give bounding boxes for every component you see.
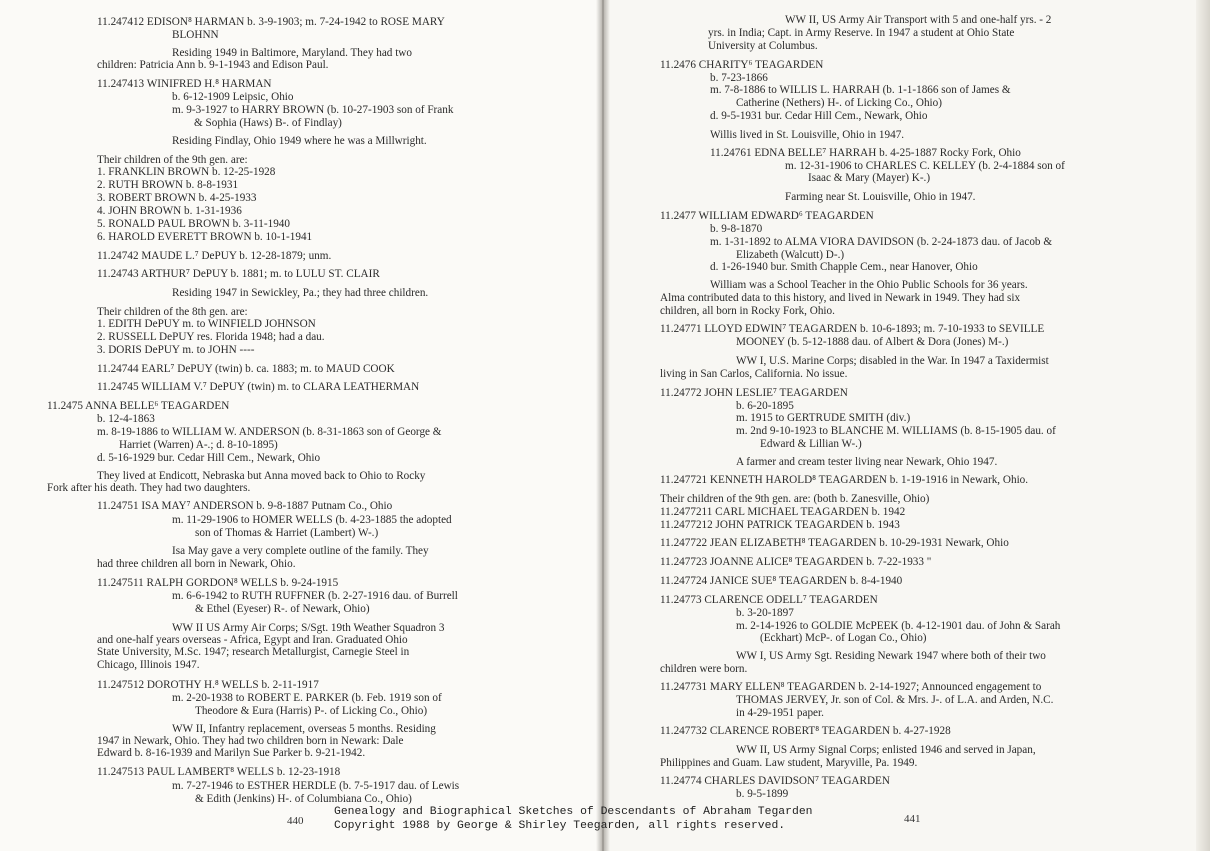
left-page-text-line: Chicago, Illinois 1947.	[97, 659, 200, 671]
left-page-text-line: 2. RUTH BROWN b. 8-8-1931	[97, 179, 239, 191]
left-page-text-line: 11.24751 ISA MAY⁷ ANDERSON b. 9-8-1887 Putnam Co., Ohio	[97, 500, 393, 512]
right-page-text-line: 11.24761 EDNA BELLE⁷ HARRAH b. 4-25-1887 Rocky Fork, Ohio	[710, 147, 1021, 159]
right-page-text-line: WW II, US Army Signal Corps; enlisted 1946 and served in Japan,	[736, 744, 1036, 756]
right-page-text-line: 11.247721 KENNETH HAROLD⁸ TEAGARDEN b. 1-19-1916 in Newark, Ohio.	[660, 474, 1029, 486]
left-page-text-line: & Edith (Jenkins) H-. of Columbiana Co., Ohio)	[195, 793, 412, 805]
right-page-text-line: b. 6-20-1895	[736, 400, 794, 412]
left-page-text-line: b. 6-12-1909 Leipsic, Ohio	[172, 91, 294, 103]
left-page-text-line: children: Patricia Ann b. 9-1-1943 and Edison Paul.	[97, 59, 329, 71]
right-page-text-line: WW I, U.S. Marine Corps; disabled in the War. In 1947 a Taxidermist	[736, 355, 1049, 367]
right-page-text-line: Willis lived in St. Louisville, Ohio in 1947.	[710, 129, 905, 141]
right-page-text-line: 11.24773 CLARENCE ODELL⁷ TEAGARDEN	[660, 594, 878, 606]
right-page-text-line: Philippines and Guam. Law student, Maryville, Pa. 1949.	[660, 757, 918, 769]
right-page-text-line: m. 1915 to GERTRUDE SMITH (div.)	[736, 412, 911, 424]
right-page-text-line: 11.2477211 CARL MICHAEL TEAGARDEN b. 1942	[660, 506, 906, 518]
left-page-text-line: b. 12-4-1863	[97, 413, 155, 425]
left-page-text-line: Edward b. 8-16-1939 and Marilyn Sue Parker b. 9-21-1942.	[97, 747, 366, 759]
left-page-number: 440	[287, 815, 304, 827]
right-page-text-line: m. 1-31-1892 to ALMA VIORA DAVIDSON (b. 2-24-1873 dau. of Jacob &	[710, 236, 1053, 248]
right-page-text-line: 11.2476 CHARITY⁶ TEAGARDEN	[660, 59, 824, 71]
right-page-text-line: living in San Carlos, California. No issue.	[660, 368, 848, 380]
left-page-text-line: had three children all born in Newark, Ohio.	[97, 558, 296, 570]
right-page-text-line: THOMAS JERVEY, Jr. son of Col. & Mrs. J-. of L.A. and Arden, N.C.	[736, 694, 1054, 706]
left-page-text-line: 11.24744 EARL⁷ DePUY (twin) b. ca. 1883; m. to MAUD COOK	[97, 363, 395, 375]
right-page-text-line: Isaac & Mary (Mayer) K-.)	[808, 172, 931, 184]
left-page-text-line: Their children of the 8th gen. are:	[97, 306, 248, 318]
left-page-text-line: 1. EDITH DePUY m. to WINFIELD JOHNSON	[97, 318, 316, 330]
left-page-text-line: Residing 1947 in Sewickley, Pa.; they had three children.	[172, 287, 429, 299]
left-page-text-line: 11.247413 WINIFRED H.⁸ HARMAN	[97, 78, 272, 90]
right-page-text-line: m. 7-8-1886 to WILLIS L. HARRAH (b. 1-1-1866 son of James &	[710, 84, 1011, 96]
right-page-text-line: Catherine (Nethers) H-. of Licking Co., Ohio)	[736, 97, 942, 109]
right-page-text-line: m. 2nd 9-10-1923 to BLANCHE M. WILLIAMS (b. 8-15-1905 dau. of	[736, 425, 1056, 437]
right-page-text-line: 11.247732 CLARENCE ROBERT⁸ TEAGARDEN b. 4-27-1928	[660, 725, 951, 737]
left-page-text-line: m. 8-19-1886 to WILLIAM W. ANDERSON (b. 8-31-1863 son of George &	[97, 426, 442, 438]
footer-copyright: Copyright 1988 by George & Shirley Teegarden, all rights reserved.	[334, 820, 786, 832]
book-gutter	[596, 0, 610, 851]
left-page-text-line: m. 7-27-1946 to ESTHER HERDLE (b. 7-5-1917 dau. of Lewis	[172, 780, 460, 792]
right-page-text-line: d. 1-26-1940 bur. Smith Chapple Cem., near Hanover, Ohio	[710, 261, 978, 273]
left-page-text-line: m. 9-3-1927 to HARRY BROWN (b. 10-27-1903 son of Frank	[172, 104, 454, 116]
right-page-text-line: Edward & Lillian W-.)	[760, 438, 862, 450]
right-page-text-line: d. 9-5-1931 bur. Cedar Hill Cem., Newark, Ohio	[710, 110, 928, 122]
right-page-text-line: 11.2477 WILLIAM EDWARD⁶ TEAGARDEN	[660, 210, 874, 222]
right-page-text-line: (Eckhart) McP-. of Logan Co., Ohio)	[760, 632, 927, 644]
right-page-text-line: b. 7-23-1866	[710, 72, 768, 84]
left-page-text-line: 11.24742 MAUDE L.⁷ DePUY b. 12-28-1879; unm.	[97, 250, 332, 262]
right-page-text-line: University at Columbus.	[708, 40, 818, 52]
right-page-text-line: 11.24774 CHARLES DAVIDSON⁷ TEAGARDEN	[660, 775, 890, 787]
left-page-text-line: Theodore & Eura (Harris) P-. of Licking Co., Ohio)	[195, 705, 428, 717]
right-page-text-line: WW II, US Army Air Transport with 5 and one-half yrs. - 2	[785, 14, 1052, 26]
right-page-text-line: William was a School Teacher in the Ohio Public Schools for 36 years.	[710, 279, 1028, 291]
page-edge	[1196, 0, 1210, 851]
right-page-text-line: children were born.	[660, 663, 748, 675]
right-page-text-line: m. 2-14-1926 to GOLDIE McPEEK (b. 4-12-1901 dau. of John & Sarah	[736, 620, 1061, 632]
left-page-text-line: BLOHNN	[172, 29, 219, 41]
left-page-text-line: d. 5-16-1929 bur. Cedar Hill Cem., Newark, Ohio	[97, 452, 321, 464]
left-page-text-line: 6. HAROLD EVERETT BROWN b. 10-1-1941	[97, 231, 313, 243]
right-page-text-line: 11.247722 JEAN ELIZABETH⁸ TEAGARDEN b. 10-29-1931 Newark, Ohio	[660, 537, 1009, 549]
right-page-text-line: 11.247724 JANICE SUE⁸ TEAGARDEN b. 8-4-1940	[660, 575, 903, 587]
left-page-text-line: Harriet (Warren) A-.; d. 8-10-1895)	[119, 439, 278, 451]
left-page-text-line: 11.247511 RALPH GORDON⁸ WELLS b. 9-24-1915	[97, 577, 339, 589]
left-page-text-line: 3. ROBERT BROWN b. 4-25-1933	[97, 192, 257, 204]
left-page-text-line: WW II US Army Air Corps; S/Sgt. 19th Weather Squadron 3	[172, 622, 445, 634]
left-page-text-line: & Sophia (Haws) B-. of Findlay)	[194, 117, 342, 129]
left-page-text-line: 11.24745 WILLIAM V.⁷ DePUY (twin) m. to CLARA LEATHERMAN	[97, 381, 420, 393]
left-page-text-line: Residing 1949 in Baltimore, Maryland. They had two	[172, 47, 412, 59]
right-page-text-line: WW I, US Army Sgt. Residing Newark 1947 where both of their two	[736, 650, 1046, 662]
right-page-text-line: MOONEY (b. 5-12-1888 dau. of Albert & Dora (Jones) M-.)	[736, 336, 1009, 348]
left-page-text-line: and one-half years overseas - Africa, Egypt and Iran. Graduated Ohio	[97, 634, 408, 646]
left-page-text-line: 11.247412 EDISON⁸ HARMAN b. 3-9-1903; m. 7-24-1942 to ROSE MARY	[97, 16, 445, 28]
left-page	[0, 0, 602, 851]
right-page-text-line: 11.2477212 JOHN PATRICK TEAGARDEN b. 1943	[660, 519, 900, 531]
right-page-text-line: yrs. in India; Capt. in Army Reserve. In 1947 a student at Ohio State	[708, 27, 1015, 39]
right-page	[602, 0, 1210, 851]
left-page-text-line: & Ethel (Eyeser) R-. of Newark, Ohio)	[195, 603, 370, 615]
left-page-text-line: 11.247512 DOROTHY H.⁸ WELLS b. 2-11-1917	[97, 679, 319, 691]
right-page-text-line: b. 9-8-1870	[710, 223, 763, 235]
left-page-text-line: 11.247513 PAUL LAMBERT⁸ WELLS b. 12-23-1918	[97, 766, 341, 778]
right-page-text-line: A farmer and cream tester living near Newark, Ohio 1947.	[736, 456, 998, 468]
left-page-text-line: 11.24743 ARTHUR⁷ DePUY b. 1881; m. to LULU ST. CLAIR	[97, 268, 380, 280]
right-page-text-line: Their children of the 9th gen. are: (both b. Zanesville, Ohio)	[660, 493, 930, 505]
left-page-text-line: Fork after his death. They had two daughters.	[47, 482, 251, 494]
right-page-text-line: Farming near St. Louisville, Ohio in 1947.	[785, 191, 976, 203]
right-page-text-line: Elizabeth (Walcutt) D-.)	[736, 249, 845, 261]
right-page-number: 441	[904, 813, 921, 825]
left-page-text-line: 3. DORIS DePUY m. to JOHN ----	[97, 344, 255, 356]
left-page-text-line: Isa May gave a very complete outline of the family. They	[172, 545, 429, 557]
right-page-text-line: in 4-29-1951 paper.	[736, 707, 824, 719]
right-page-text-line: m. 12-31-1906 to CHARLES C. KELLEY (b. 2-4-1884 son of	[785, 160, 1065, 172]
left-page-text-line: 1. FRANKLIN BROWN b. 12-25-1928	[97, 166, 276, 178]
left-page-text-line: 4. JOHN BROWN b. 1-31-1936	[97, 205, 242, 217]
left-page-text-line: m. 2-20-1938 to ROBERT E. PARKER (b. Feb. 1919 son of	[172, 692, 442, 704]
left-page-text-line: Their children of the 9th gen. are:	[97, 154, 248, 166]
right-page-text-line: Alma contributed data to this history, and lived in Newark in 1949. They had six	[660, 292, 1021, 304]
right-page-text-line: children, all born in Rocky Fork, Ohio.	[660, 305, 835, 317]
right-page-text-line: 11.247731 MARY ELLEN⁸ TEAGARDEN b. 2-14-1927; Announced engagement to	[660, 681, 1042, 693]
right-page-text-line: 11.247723 JOANNE ALICE⁸ TEAGARDEN b. 7-22-1933 "	[660, 556, 932, 568]
left-page-text-line: State University, M.Sc. 1947; research Metallurgist, Carnegie Steel in	[97, 646, 410, 658]
left-page-text-line: son of Thomas & Harriet (Lambert) W-.)	[195, 527, 379, 539]
left-page-text-line: m. 6-6-1942 to RUTH RUFFNER (b. 2-27-1916 dau. of Burrell	[172, 590, 458, 602]
right-page-text-line: b. 3-20-1897	[736, 607, 794, 619]
left-page-text-line: Residing Findlay, Ohio 1949 where he was a Millwright.	[172, 135, 427, 147]
left-page-text-line: 11.2475 ANNA BELLE⁶ TEAGARDEN	[47, 400, 230, 412]
footer-title: Genealogy and Biographical Sketches of Descendants of Abraham Tegarden	[334, 806, 813, 818]
right-page-text-line: 11.24772 JOHN LESLIE⁷ TEAGARDEN	[660, 387, 848, 399]
left-page-text-line: 2. RUSSELL DePUY res. Florida 1948; had a dau.	[97, 331, 325, 343]
left-page-text-line: They lived at Endicott, Nebraska but Anna moved back to Ohio to Rocky	[97, 470, 426, 482]
left-page-text-line: 1947 in Newark, Ohio. They had two children born in Newark: Dale	[97, 735, 404, 747]
left-page-text-line: WW II, Infantry replacement, overseas 5 months. Residing	[172, 723, 436, 735]
right-page-text-line: 11.24771 LLOYD EDWIN⁷ TEAGARDEN b. 10-6-1893; m. 7-10-1933 to SEVILLE	[660, 323, 1045, 335]
left-page-text-line: m. 11-29-1906 to HOMER WELLS (b. 4-23-1885 the adopted	[172, 514, 452, 526]
right-page-text-line: b. 9-5-1899	[736, 788, 789, 800]
left-page-text-line: 5. RONALD PAUL BROWN b. 3-11-1940	[97, 218, 290, 230]
